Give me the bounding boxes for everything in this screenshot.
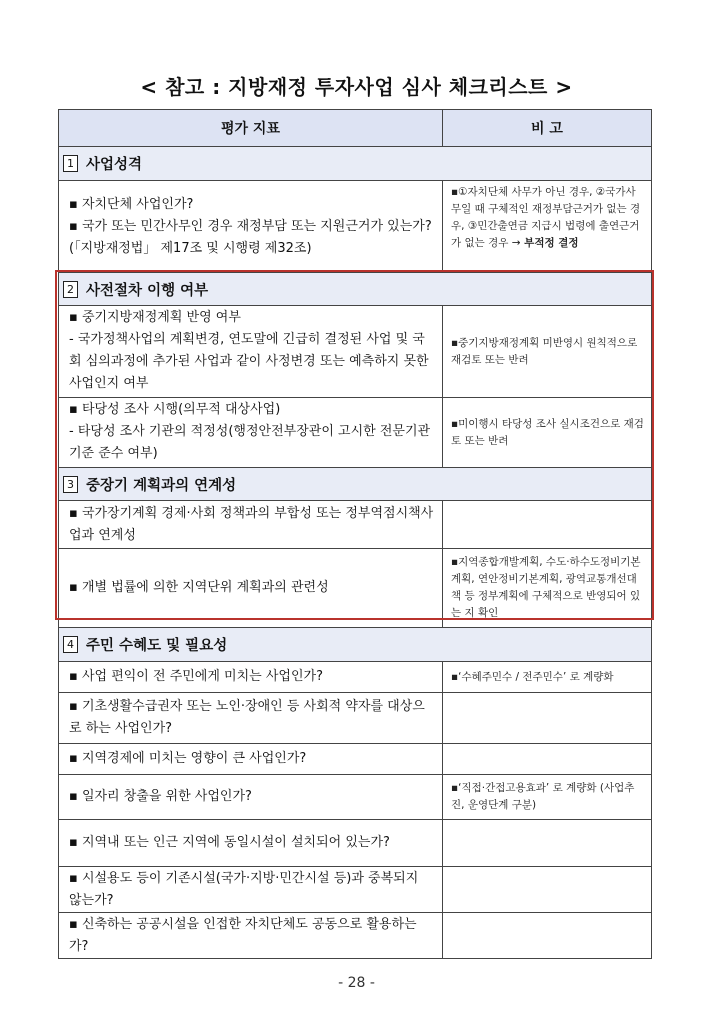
- indicator-cell: [58, 866, 442, 912]
- remarks-cell: [442, 661, 652, 692]
- remarks-cell: [442, 774, 652, 819]
- remarks-cell: [442, 692, 652, 743]
- table-row: [58, 774, 652, 819]
- remark-text: ▪‘수혜주민수 / 전주민수’ 로 계량화: [451, 670, 614, 683]
- header-remarks: 비 고: [442, 109, 652, 146]
- remark-text: ▪미이행시 타당성 조사 실시조건으로 재검토 또는 반려: [451, 417, 644, 447]
- remarks-cell: [442, 180, 652, 272]
- remark-emphasis: 부적정 결정: [520, 237, 579, 249]
- indicator-cell: [58, 743, 442, 774]
- table-row: [58, 500, 652, 548]
- table-row: [58, 692, 652, 743]
- section-title: 사업성격: [86, 157, 143, 173]
- remarks-cell: [442, 743, 652, 774]
- header-indicator: 평가 지표: [58, 109, 442, 146]
- indicator-cell: [58, 548, 442, 627]
- indicator-cell: [58, 500, 442, 548]
- checklist-item: - 타당성 조사 기관의 적정성(행정안전부장관이 고시한 전문기관 기준 준수 여부): [69, 424, 431, 461]
- remarks-cell: [442, 912, 652, 958]
- table-row: [58, 661, 652, 692]
- remarks-cell: [442, 819, 652, 866]
- page-number: - 28 -: [338, 975, 375, 991]
- checklist-item: ▪ 중기지방재정계획 반영 여부: [69, 310, 241, 325]
- section-number: 1: [63, 155, 78, 172]
- indicator-cell: [58, 305, 442, 397]
- table-bottom-border: [58, 958, 652, 959]
- indicator-cell: [58, 774, 442, 819]
- checklist-item: ▪ 신축하는 공공시설을 인접한 자치단체도 공동으로 활용하는가?: [69, 916, 417, 954]
- section-title: 중장기 계획과의 연계성: [86, 477, 237, 494]
- indicator-cell: [58, 692, 442, 743]
- section-number: 4: [63, 636, 78, 653]
- checklist-item: ▪ 일자리 창출을 위한 사업인가?: [69, 789, 252, 804]
- table-header: [58, 109, 652, 146]
- indicator-cell: [58, 819, 442, 866]
- table-row: [58, 912, 652, 958]
- indicator-cell: [58, 912, 442, 958]
- checklist-item: ▪ 사업 편익이 전 주민에게 미치는 사업인가?: [69, 669, 323, 684]
- checklist-item: ▪ 개별 법률에 의한 지역단위 계획과의 관련성: [69, 580, 329, 595]
- section-3-header: [58, 467, 652, 500]
- indicator-cell: [58, 180, 442, 272]
- table-row: [58, 743, 652, 774]
- checklist-item: ▪ 타당성 조사 시행(의무적 대상사업): [69, 402, 281, 417]
- checklist-item: ▪ 국가장기계획 경제·사회 정책과의 부합성 또는 정부역점시책사업과 연계성: [69, 505, 434, 543]
- checklist-item: ▪ 시설용도 등이 기존시설(국가·지방·민간시설 등)과 중복되지 않는가?: [69, 870, 419, 908]
- section-number: 2: [63, 281, 78, 298]
- section-title: 주민 수혜도 및 필요성: [86, 638, 228, 654]
- page-title: < 참고 : 지방재정 투자사업 심사 체크리스트 >: [140, 75, 573, 99]
- checklist-item: ▪ 기초생활수급권자 또는 노인·장애인 등 사회적 약자를 대상으로 하는 사업인가?: [69, 699, 425, 736]
- checklist-item: ▪ 지역내 또는 인근 지역에 동일시설이 설치되어 있는가?: [69, 835, 390, 850]
- remark-text: ▪‘직접·간접고용효과’ 로 계량화 (사업추진, 운영단계 구분): [451, 782, 635, 811]
- section-4-header: [58, 627, 652, 661]
- remark-text: ▪중기지방재정계획 미반영시 원칙적으로 재검토 또는 반려: [451, 336, 638, 366]
- checklist-item: ▪ 자치단체 사업인가?: [69, 196, 194, 212]
- section-title: 사전절차 이행 여부: [86, 282, 209, 299]
- indicator-cell: [58, 661, 442, 692]
- remarks-cell: [442, 500, 652, 548]
- remark-text: ▪①자치단체 사무가 아닌 경우, ②국가사무일 때 구체적인 재정부담근거가 없는 경우, ③민간출연금 지급시 법령에 출연근거가 없는 경우 →: [451, 186, 641, 249]
- remark-text: ▪지역종합개발계획, 수도·하수도정비기본계획, 연안정비기본계획, 광역교통개선대책 등 정부계획에 구체적으로 반영되어 있는 지 확인: [451, 556, 641, 619]
- table-row: [58, 180, 652, 272]
- remarks-cell: [442, 397, 652, 467]
- section-2-header: [58, 272, 652, 305]
- remarks-cell: [442, 548, 652, 627]
- checklist-item: ▪ 지역경제에 미치는 영향이 큰 사업인가?: [69, 751, 307, 766]
- table-row: [58, 305, 652, 397]
- table-row: [58, 819, 652, 866]
- checklist-item: - 국가정책사업의 계획변경, 연도말에 긴급히 결정된 사업 및 국회 심의과정에 추가된 사업과 같이 사정변경 또는 예측하지 못한 사업인지 여부: [69, 332, 429, 391]
- section-number: 3: [63, 476, 78, 493]
- remarks-cell: [442, 305, 652, 397]
- table-row: [58, 866, 652, 912]
- table-row: [58, 397, 652, 467]
- table-row: [58, 548, 652, 627]
- checklist-item: ▪ 국가 또는 민간사무인 경우 재정부담 또는 지원근거가 있는가?(「지방재정법」 제17조 및 시행령 제32조): [69, 218, 432, 256]
- indicator-cell: [58, 397, 442, 467]
- section-1-header: [58, 146, 652, 180]
- remarks-cell: [442, 866, 652, 912]
